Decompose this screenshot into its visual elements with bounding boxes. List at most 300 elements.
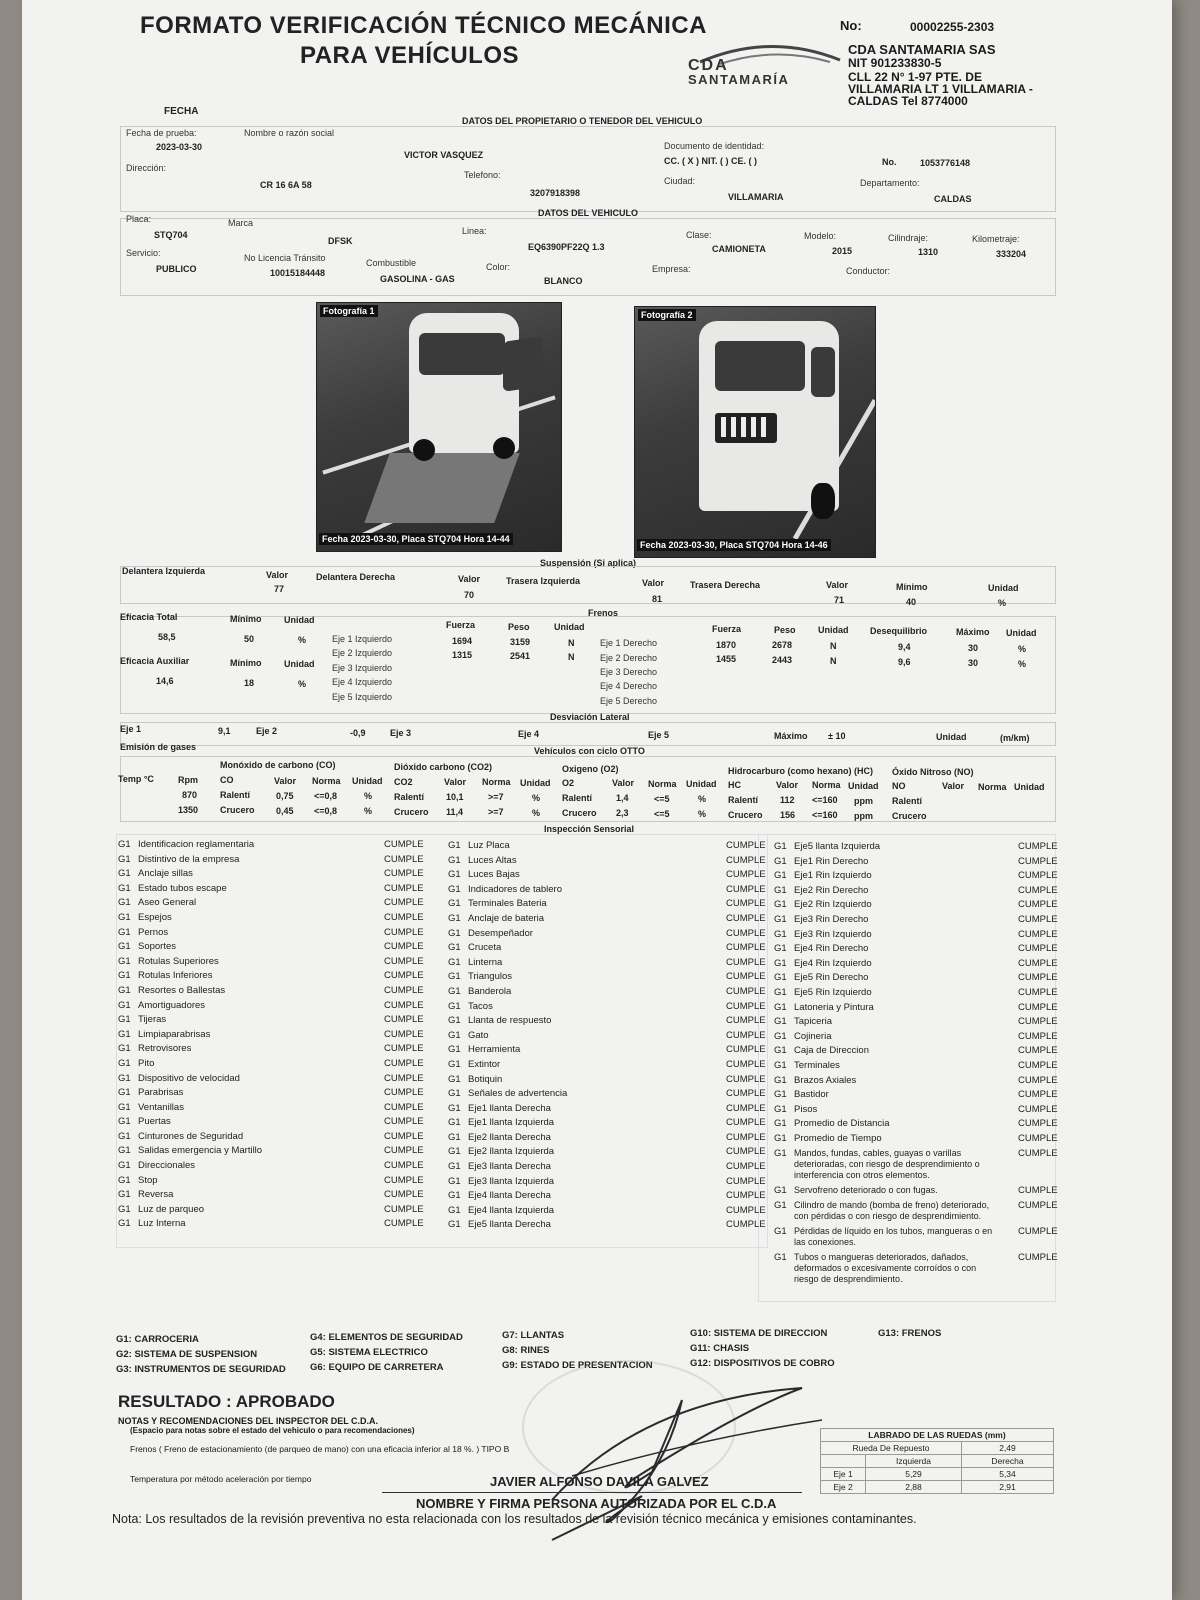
susp-unidad-value: %	[998, 598, 1007, 608]
gases-title: Emisión de gases	[120, 742, 197, 752]
empresa-label: Empresa:	[652, 264, 691, 274]
maximo-label: Máximo	[956, 627, 990, 637]
inspection-status: CUMPLE	[1018, 1030, 1058, 1042]
group-code: G1	[448, 1000, 461, 1012]
group-code: G1	[118, 853, 131, 865]
inspection-column-1	[118, 838, 438, 1232]
legend-g13: G13: FRENOS	[878, 1328, 942, 1339]
inspection-item: Identificacion reglamentaria	[138, 839, 255, 850]
inspection-item: Linterna	[468, 956, 503, 968]
inspection-row	[448, 1014, 768, 1029]
left-axle-4: Eje 4 Izquierdo	[332, 677, 393, 687]
desv-eje5-label: Eje 5	[648, 730, 670, 740]
inspection-column-3	[774, 840, 1064, 1146]
co-ralenti-valor: 0,75	[276, 791, 294, 801]
inspection-status: CUMPLE	[726, 1058, 766, 1070]
right-axle-2: Eje 2 Derecho	[600, 653, 658, 663]
hc-crucero-label: Crucero	[728, 810, 763, 820]
inspection-status: CUMPLE	[384, 1014, 424, 1026]
inspection-item: Cruceta	[468, 942, 502, 954]
labrado-eje1-izq: 5,29	[866, 1468, 962, 1480]
fecha-section-title: FECHA	[164, 106, 199, 117]
inspection-row	[448, 1175, 768, 1190]
labrado-table	[820, 1428, 1054, 1494]
owner-phone: 3207918398	[530, 188, 581, 198]
inspection-item: Eje2 Rin Derecho	[794, 884, 869, 896]
inspection-row	[774, 1015, 1064, 1030]
svg-text:CDA: CDA	[688, 57, 729, 74]
logo-icon	[680, 38, 860, 88]
inspection-item: Pisos	[794, 1103, 818, 1115]
no-col: NO	[892, 781, 906, 791]
inspection-row	[774, 986, 1064, 1001]
group-code: G1	[118, 1014, 131, 1026]
desequilibrio-label: Desequilibrio	[870, 626, 928, 636]
nota-frenos: Frenos ( Freno de estacionamiento (de parqueo de mano) con una eficacia inferior al 18 %. ) TIPO B	[130, 1444, 510, 1454]
company-address-1: CLL 22 N° 1-97 PTE. DE	[848, 70, 982, 84]
labrado-eje2-izq: 2,88	[866, 1481, 962, 1493]
inspection-status: CUMPLE	[384, 1043, 424, 1055]
group-code: G1	[448, 1175, 461, 1187]
inspection-status: CUMPLE	[384, 1145, 424, 1157]
inspection-item: Anclaje de bateria	[468, 912, 545, 924]
inspection-status: CUMPLE	[726, 1102, 766, 1114]
inspection-status: CUMPLE	[384, 955, 424, 967]
owner-name: VICTOR VASQUEZ	[404, 150, 484, 160]
group-code: G1	[118, 1057, 131, 1069]
inspection-row	[448, 1029, 768, 1044]
inspection-row	[448, 1189, 768, 1204]
inspection-item: Terminales Bateria	[468, 898, 547, 910]
departamento-label: Departamento:	[860, 178, 920, 188]
group-code: G1	[118, 999, 131, 1011]
inspection-item: Ventanillas	[138, 1101, 184, 1113]
co-crucero-label: Crucero	[220, 805, 255, 815]
inspection-status: CUMPLE	[384, 970, 424, 982]
form-number-label: No:	[840, 18, 862, 33]
inspection-row	[448, 941, 768, 956]
co-crucero-unidad: %	[364, 806, 373, 816]
inspection-status: CUMPLE	[384, 839, 424, 850]
inspection-row	[774, 898, 1064, 913]
inspection-row	[448, 1073, 768, 1088]
right-axle-1-unidad: N	[830, 641, 837, 651]
co-norma-label: Norma	[312, 776, 341, 786]
inspection-status: CUMPLE	[384, 1072, 424, 1084]
unidad-left-label: Unidad	[554, 622, 585, 632]
inspeccion-title: Inspección Sensorial	[544, 824, 635, 834]
inspection-row	[118, 1144, 438, 1159]
inspection-row	[118, 1130, 438, 1145]
inspection-row	[774, 855, 1064, 870]
inspection-row	[448, 1218, 768, 1233]
group-code: G1	[774, 1132, 787, 1144]
inspection-status: CUMPLE	[726, 840, 766, 851]
no-valor-label: Valor	[942, 781, 965, 791]
co2-crucero-valor: 11,4	[446, 807, 464, 817]
inspection-item: Dispositivo de velocidad	[138, 1072, 240, 1084]
inspection-status: CUMPLE	[384, 1101, 424, 1113]
inspection-status: CUMPLE	[1018, 957, 1058, 969]
form-number: 00002255-2303	[910, 20, 995, 34]
group-code: G1	[774, 1030, 787, 1042]
legend-g12: G12: DISPOSITIVOS DE COBRO	[690, 1358, 835, 1369]
eficacia-aux-unidad-label: Unidad	[284, 659, 315, 669]
group-code: G1	[118, 839, 131, 850]
ciudad-label: Ciudad:	[664, 176, 696, 186]
inspection-item: Estado tubos escape	[138, 882, 227, 894]
vehicle-line: EQ6390PF22Q 1.3	[528, 242, 605, 252]
susp-rear-left-value: 81	[652, 594, 663, 604]
susp-valor-label-4: Valor	[826, 580, 849, 590]
inspection-status: CUMPLE	[1018, 855, 1058, 867]
inspection-row	[774, 1030, 1064, 1045]
vehicle-brand: DFSK	[328, 236, 353, 246]
inspection-item: Rotulas Inferiores	[138, 970, 213, 982]
group-code: G1	[774, 957, 787, 969]
right-axle-3: Eje 3 Derecho	[600, 667, 658, 677]
o2-ralenti-unidad: %	[698, 794, 707, 804]
group-code: G1	[448, 883, 461, 895]
inspection-status: CUMPLE	[1018, 1001, 1058, 1013]
group-code: G1	[774, 884, 787, 896]
inspection-status: CUMPLE	[384, 926, 424, 938]
vehicle-mileage: 333204	[996, 249, 1027, 259]
company-address-2: VILLAMARIA LT 1 VILLAMARIA -	[848, 82, 1033, 96]
inspection-row	[774, 1074, 1064, 1089]
group-code: G1	[774, 899, 787, 911]
susp-valor-label-3: Valor	[642, 578, 665, 588]
inspection-status: CUMPLE	[726, 1029, 766, 1041]
legend-g8: G8: RINES	[502, 1345, 550, 1356]
inspection-row	[448, 1087, 768, 1102]
group-code: G1	[448, 942, 461, 954]
group-code: G1	[774, 1016, 787, 1028]
inspection-row	[774, 942, 1064, 957]
inspection-status: CUMPLE	[384, 1218, 424, 1230]
co-ralenti-unidad: %	[364, 791, 373, 801]
photo-2-caption: Fecha 2023-03-30, Placa STQ704 Hora 14-46	[637, 539, 831, 551]
inspection-item: Eje3 llanta Derecha	[468, 1161, 551, 1173]
inspection-item: Cojineria	[794, 1030, 832, 1042]
co2-ralenti-norma: >=7	[488, 792, 504, 802]
linea-label: Linea:	[462, 226, 487, 236]
inspection-row	[448, 1160, 768, 1175]
co2-crucero-label: Crucero	[394, 807, 429, 817]
inspection-status: CUMPLE	[1018, 913, 1058, 925]
vehicle-section-title: DATOS DEL VEHICULO	[538, 208, 639, 218]
modelo-label: Modelo:	[804, 231, 837, 241]
group-code: G1	[774, 1252, 787, 1263]
inspection-item: Puertas	[138, 1116, 171, 1128]
inspection-row	[448, 1000, 768, 1015]
unidad-desq-label: Unidad	[1006, 628, 1037, 638]
group-code: G1	[774, 1226, 787, 1237]
frenos-title: Frenos	[588, 608, 619, 618]
direccion-label: Dirección:	[126, 163, 167, 173]
inspection-item: Eje4 llanta Izquierda	[468, 1204, 555, 1216]
o2-norma-label: Norma	[648, 779, 677, 789]
group-code: G1	[118, 1072, 131, 1084]
inspection-row	[448, 1116, 768, 1131]
group-code: G1	[118, 984, 131, 996]
inspection-row	[774, 928, 1064, 943]
o2-col: O2	[562, 778, 575, 788]
o2-crucero-unidad: %	[698, 809, 707, 819]
inspection-row	[774, 957, 1064, 972]
inspection-row	[118, 1101, 438, 1116]
inspection-row	[448, 839, 768, 854]
inspection-row	[774, 1185, 1064, 1196]
group-code: G1	[118, 868, 131, 880]
cilindraje-label: Cilindraje:	[888, 233, 929, 243]
hc-valor-label: Valor	[776, 780, 799, 790]
resultado: RESULTADO : APROBADO	[118, 1392, 335, 1411]
inspection-row	[118, 1086, 438, 1101]
inspection-item: Latoneria y Pintura	[794, 1001, 874, 1013]
inspection-row	[118, 882, 438, 897]
hc-title: Hidrocarburo (como hexano) (HC)	[728, 766, 874, 776]
group-code: G1	[118, 911, 131, 923]
inspection-row	[448, 912, 768, 927]
group-code: G1	[774, 913, 787, 925]
inspection-status: CUMPLE	[1018, 1148, 1058, 1159]
inspection-status: CUMPLE	[384, 1203, 424, 1215]
inspection-status: CUMPLE	[1018, 928, 1058, 940]
inspection-row	[448, 1058, 768, 1073]
inspection-item: Señales de advertencia	[468, 1088, 568, 1100]
inspection-row	[118, 896, 438, 911]
susp-valor-label-1: Valor	[266, 570, 289, 580]
inspection-status: CUMPLE	[384, 1057, 424, 1069]
no-norma-label: Norma	[978, 782, 1007, 792]
left-axle-2-fuerza: 1315	[452, 650, 473, 660]
co-ralenti-norma: <=0,8	[314, 791, 338, 801]
inspection-status: CUMPLE	[384, 1174, 424, 1186]
inspection-row	[448, 883, 768, 898]
inspection-status: CUMPLE	[384, 911, 424, 923]
desv-unidad-value: (m/km)	[1000, 733, 1030, 743]
left-axle-1-peso: 3159	[510, 637, 531, 647]
legend-g3: G3: INSTRUMENTOS DE SEGURIDAD	[116, 1364, 286, 1375]
legend-g1: G1: CARROCERIA	[116, 1334, 199, 1345]
right-axle-2-desequilibrio: 9,6	[898, 657, 911, 667]
eficacia-aux-label: Eficacia Auxiliar	[120, 656, 190, 666]
inspection-row	[118, 1057, 438, 1072]
inspection-item: Luz de parqueo	[138, 1203, 205, 1215]
inspection-item: Parabrisas	[138, 1087, 184, 1099]
susp-rear-left-label: Trasera Izquierda	[506, 576, 581, 586]
group-code: G1	[448, 1102, 461, 1114]
inspector-name: JAVIER ALFONSO DAVILA GALVEZ	[490, 1474, 709, 1489]
inspection-row	[774, 1252, 1064, 1285]
group-code: G1	[774, 1089, 787, 1101]
no-unidad-label: Unidad	[1014, 782, 1045, 792]
vehicle-class: CAMIONETA	[712, 244, 766, 254]
inspection-row	[448, 854, 768, 869]
group-code: G1	[774, 1148, 787, 1159]
inspection-row	[118, 955, 438, 970]
inspection-status: CUMPLE	[1018, 884, 1058, 896]
fuerza-right-label: Fuerza	[712, 624, 742, 634]
inspection-row	[118, 911, 438, 926]
rpm-ralenti: 870	[182, 790, 198, 800]
co-crucero-valor: 0,45	[276, 806, 294, 816]
inspection-status: CUMPLE	[726, 956, 766, 968]
document-no-label: No.	[882, 157, 897, 167]
inspection-row	[118, 1072, 438, 1087]
inspection-item: Eje2 Rin Izquierdo	[794, 899, 872, 911]
left-axle-2-unidad: N	[568, 652, 575, 662]
desv-maximo-label: Máximo	[774, 731, 808, 741]
left-axle-1-fuerza: 1694	[452, 636, 473, 646]
conductor-label: Conductor:	[846, 266, 891, 276]
inspection-item: Amortiguadores	[138, 999, 206, 1011]
legend-g2: G2: SISTEMA DE SUSPENSION	[116, 1349, 258, 1360]
group-code: G1	[774, 855, 787, 867]
inspection-status: CUMPLE	[726, 869, 766, 881]
susp-rear-right-value: 71	[834, 595, 845, 605]
group-code: G1	[118, 970, 131, 982]
group-code: G1	[118, 1116, 131, 1128]
inspection-status: CUMPLE	[726, 1219, 766, 1231]
servicio-label: Servicio:	[126, 248, 161, 258]
group-code: G1	[448, 1219, 461, 1231]
group-code: G1	[118, 955, 131, 967]
group-code: G1	[448, 1161, 461, 1173]
inspection-status: CUMPLE	[726, 1000, 766, 1012]
gases-subtitle: Vehículos con ciclo OTTO	[534, 746, 645, 756]
inspection-item: Eje5 llanta Derecha	[468, 1219, 551, 1231]
inspection-item: Direccionales	[138, 1160, 196, 1172]
group-code: G1	[118, 1189, 131, 1201]
eficacia-aux-value: 14,6	[156, 676, 174, 686]
group-code: G1	[448, 927, 461, 939]
desv-maximo-value: ± 10	[828, 731, 846, 741]
inspection-item: Luces Bajas	[468, 869, 520, 881]
rpm-label: Rpm	[178, 775, 198, 785]
hc-ralenti-label: Ralentí	[728, 795, 759, 805]
inspection-item: Eje4 llanta Derecha	[468, 1190, 551, 1202]
co-crucero-norma: <=0,8	[314, 806, 338, 816]
vehicle-photo-rear	[316, 302, 562, 552]
inspection-status: CUMPLE	[726, 1161, 766, 1173]
inspection-row	[774, 1117, 1064, 1132]
right-axle-2-unidad: N	[830, 656, 837, 666]
co-title: Monóxido de carbono (CO)	[220, 760, 336, 770]
group-code: G1	[118, 882, 131, 894]
group-code: G1	[448, 1117, 461, 1129]
group-code: G1	[118, 1218, 131, 1230]
inspection-status: CUMPLE	[726, 1073, 766, 1085]
inspection-item-line: con pérdidas o con riesgo de desprendimiento.	[794, 1211, 982, 1221]
co2-ralenti-label: Ralentí	[394, 792, 425, 802]
form-title-line2: PARA VEHÍCULOS	[300, 42, 520, 69]
inspection-status: CUMPLE	[384, 984, 424, 996]
inspection-row	[118, 867, 438, 882]
inspection-row	[448, 897, 768, 912]
temp-label: Temp °C	[118, 774, 154, 784]
inspection-row	[774, 1132, 1064, 1147]
inspection-status: CUMPLE	[726, 883, 766, 895]
vehicle-photo-front	[634, 306, 876, 558]
group-code: G1	[118, 1174, 131, 1186]
inspection-item: Retrovisores	[138, 1043, 192, 1055]
eficacia-aux-minimo-label: Mínimo	[230, 658, 262, 668]
inspection-item: Eje5 Rin Izquierdo	[794, 986, 872, 998]
o2-valor-label: Valor	[612, 778, 635, 788]
labrado-eje2-label: Eje 2	[821, 1481, 866, 1493]
inspection-row	[118, 926, 438, 941]
combustible-label: Combustible	[366, 258, 417, 268]
no-ralenti-label: Ralentí	[892, 796, 923, 806]
co2-norma-label: Norma	[482, 777, 511, 787]
group-code: G1	[118, 926, 131, 938]
inspection-form	[22, 0, 1172, 1600]
inspection-item: Distintivo de la empresa	[138, 853, 240, 865]
inspection-status: CUMPLE	[384, 868, 424, 880]
co2-col: CO2	[394, 777, 413, 787]
inspection-status: CUMPLE	[1018, 943, 1058, 955]
inspection-item: Eje1 llanta Izquierda	[468, 1117, 555, 1129]
document-types: CC. ( X ) NIT. ( ) CE. ( )	[664, 156, 757, 166]
vehicle-service: PUBLICO	[156, 264, 197, 274]
right-axle-2-maximo: 30	[968, 658, 979, 668]
group-code: G1	[774, 1074, 787, 1086]
inspection-item: Eje1 Rin Derecho	[794, 855, 869, 867]
group-code: G1	[774, 986, 787, 998]
inspection-status: CUMPLE	[726, 985, 766, 997]
owner-address: CR 16 6A 58	[260, 180, 312, 190]
inspection-item: Limpiaparabrisas	[138, 1028, 211, 1040]
vehicle-displacement: 1310	[918, 247, 939, 257]
inspection-status: CUMPLE	[1018, 1118, 1058, 1130]
labrado-eje1-label: Eje 1	[821, 1468, 866, 1480]
eficacia-total-minimo: 50	[244, 634, 255, 644]
inspection-item-line: Servofreno deteriorado o con fugas.	[794, 1185, 938, 1195]
fecha-prueba: 2023-03-30	[156, 142, 203, 152]
owner-department: CALDAS	[934, 194, 972, 204]
inspection-item-line: Pérdidas de líquido en los tubos, mangueras o en	[794, 1226, 993, 1236]
group-code: G1	[448, 1015, 461, 1027]
inspection-row	[118, 1159, 438, 1174]
group-code: G1	[774, 943, 787, 955]
no-crucero-label: Crucero	[892, 811, 927, 821]
co2-crucero-unidad: %	[532, 808, 541, 818]
susp-unidad-label: Unidad	[988, 583, 1019, 593]
susp-front-right-label: Delantera Derecha	[316, 572, 396, 582]
company-name: CDA SANTAMARIA SAS	[848, 42, 996, 57]
inspection-status: CUMPLE	[726, 1044, 766, 1056]
inspection-item: Eje5 Rin Derecho	[794, 972, 869, 984]
group-code: G1	[448, 854, 461, 866]
group-code: G1	[448, 1131, 461, 1143]
left-axle-1-unidad: N	[568, 638, 575, 648]
inspection-row	[774, 1059, 1064, 1074]
document-number: 1053776148	[920, 158, 971, 168]
group-code: G1	[448, 898, 461, 910]
licencia-label: No Licencia Tránsito	[244, 253, 326, 263]
group-code: G1	[774, 1045, 787, 1057]
inspection-status: CUMPLE	[1018, 1132, 1058, 1144]
group-code: G1	[774, 1118, 787, 1130]
owner-city: VILLAMARIA	[728, 192, 784, 202]
eficacia-total-value: 58,5	[158, 632, 176, 642]
legend-g11: G11: CHASIS	[690, 1343, 750, 1354]
hc-crucero-unidad: ppm	[854, 811, 873, 821]
inspection-row	[448, 956, 768, 971]
inspection-row	[448, 1043, 768, 1058]
